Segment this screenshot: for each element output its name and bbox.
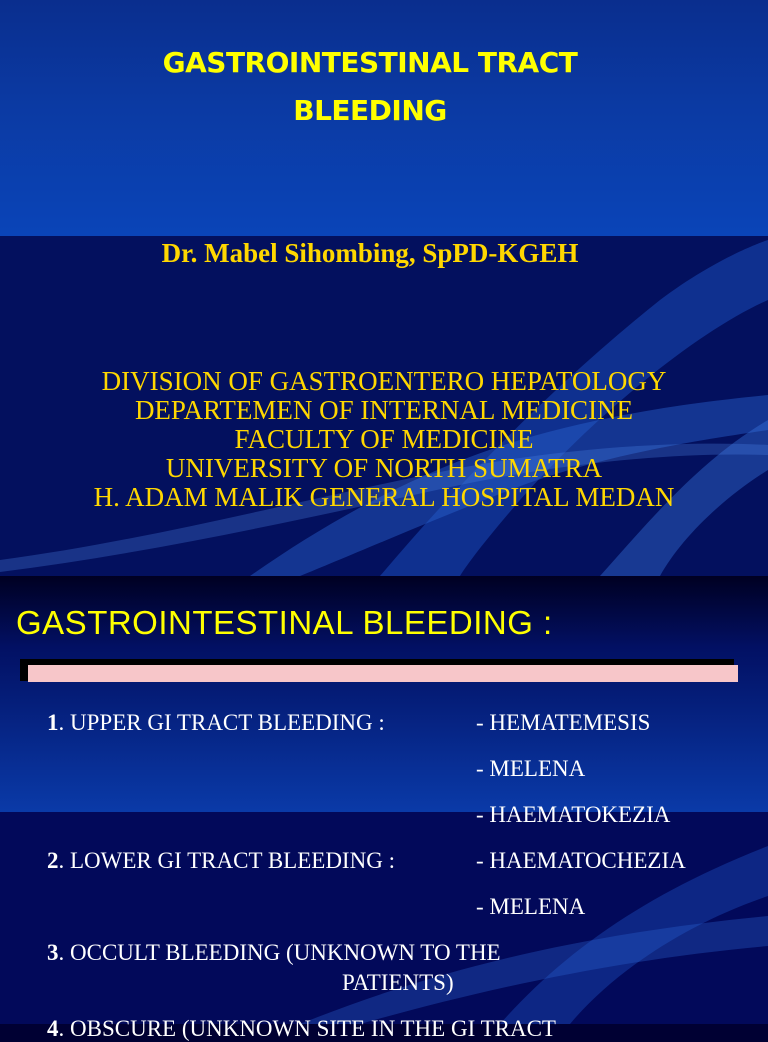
list-label: . OBSCURE (UNKNOWN SITE IN THE GI TRACT xyxy=(58,1016,556,1041)
slide-title-line-2: BLEEDING xyxy=(293,94,447,127)
slide-title-line-1: GASTROINTESTINAL TRACT xyxy=(162,46,578,79)
list-item-continuation: PATIENTS) xyxy=(342,970,454,995)
list-number: 4 xyxy=(47,1016,59,1041)
content-slide xyxy=(0,576,768,1041)
list-number: 1 xyxy=(47,710,59,735)
list-item xyxy=(47,1016,556,1042)
list-subitem: - HAEMATOKEZIA xyxy=(476,802,671,827)
list-item xyxy=(47,848,395,874)
affiliation-line: FACULTY OF MEDICINE xyxy=(234,424,534,454)
list-subitem: - MELENA xyxy=(476,756,586,781)
affiliation-line: DIVISION OF GASTROENTERO HEPATOLOGY xyxy=(101,366,667,396)
list-number: 2 xyxy=(47,848,59,873)
divider-bar xyxy=(28,665,738,682)
list-item xyxy=(47,710,385,736)
list-item xyxy=(47,940,501,966)
list-number: 3 xyxy=(47,940,59,965)
list-label: . OCCULT BLEEDING (UNKNOWN TO THE xyxy=(58,940,501,965)
list-subitem: - HEMATEMESIS xyxy=(476,710,651,735)
affiliation-line: DEPARTEMEN OF INTERNAL MEDICINE xyxy=(134,395,634,425)
list-subitem: - MELENA xyxy=(476,894,586,919)
author-name: Dr. Mabel Sihombing, SpPD-KGEH xyxy=(161,238,579,268)
list-subitem: - HAEMATOCHEZIA xyxy=(476,848,686,873)
affiliation-line: UNIVERSITY OF NORTH SUMATRA xyxy=(165,453,603,483)
section-heading: GASTROINTESTINAL BLEEDING : xyxy=(16,604,553,641)
list-label: . LOWER GI TRACT BLEEDING : xyxy=(58,848,395,873)
affiliation-line: H. ADAM MALIK GENERAL HOSPITAL MEDAN xyxy=(93,482,675,512)
list-label: . UPPER GI TRACT BLEEDING : xyxy=(58,710,385,735)
